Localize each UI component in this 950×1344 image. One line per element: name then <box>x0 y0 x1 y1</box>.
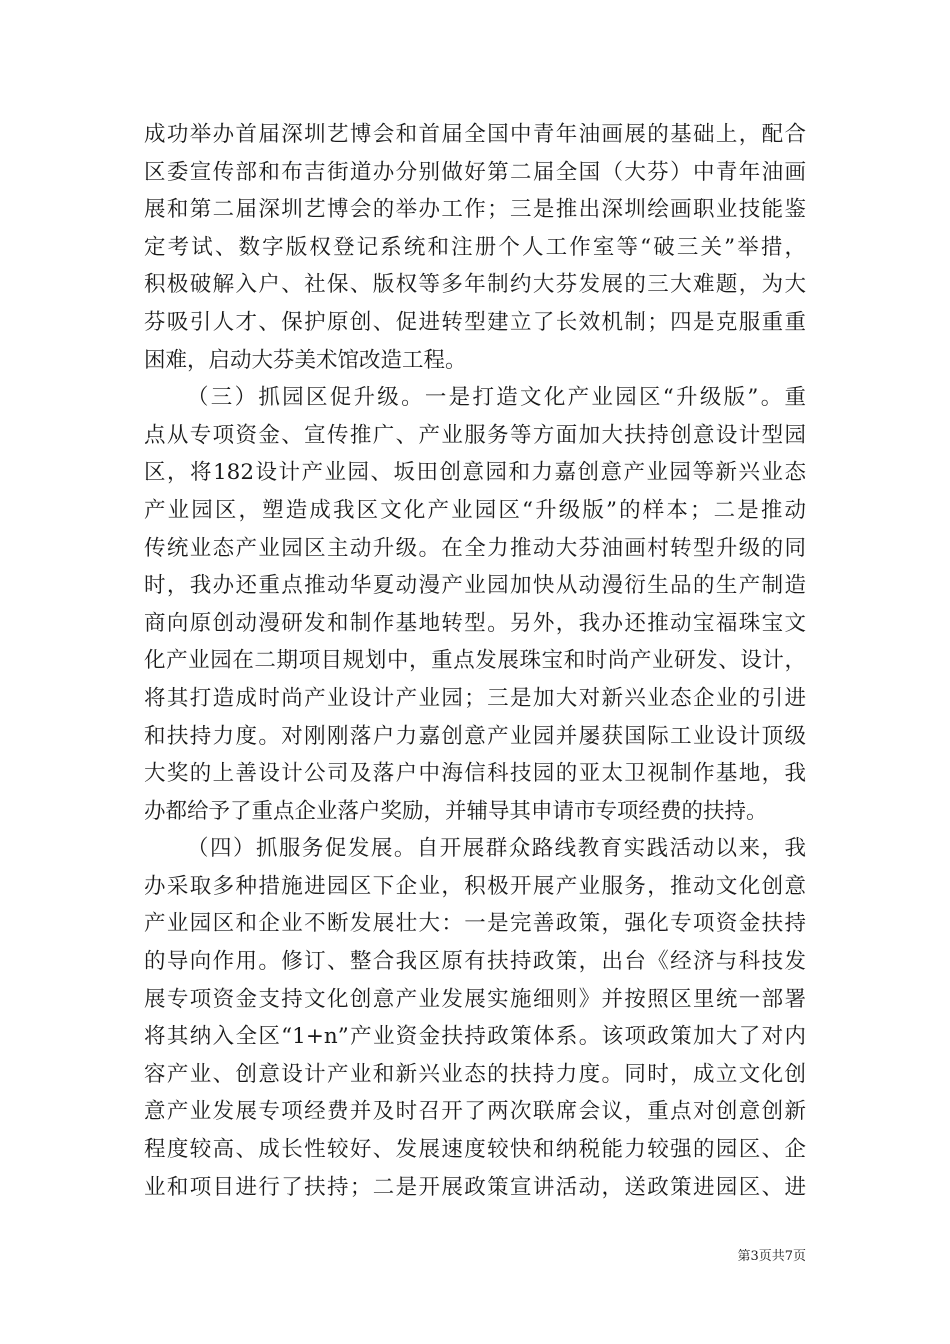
text-line: 时，我办还重点推动华夏动漫产业园加快从动漫衍生品的生产制造 <box>144 573 806 599</box>
text-line: 产业园区，塑造成我区文化产业园区“升级版”的样本；二是推动 <box>144 497 806 523</box>
section-4-heading-line: （四）抓服务促发展。自开展群众路线教育实践活动以来，我 <box>187 836 806 862</box>
text-line: 展和第二届深圳艺博会的举办工作；三是推出深圳绘画职业技能鉴 <box>144 197 806 223</box>
text-line: 办采取多种措施进园区下企业，积极开展产业服务，推动文化创意 <box>144 873 806 899</box>
text-line: 定考试、数字版权登记系统和注册个人工作室等“破三关”举措， <box>144 234 806 260</box>
section-3-heading-line: （三）抓园区促升级。一是打造文化产业园区“升级版”。重 <box>187 385 806 411</box>
text-line: 将其打造成时尚产业设计产业园；三是加大对新兴业态企业的引进 <box>144 685 806 711</box>
text-line: 点从专项资金、宣传推广、产业服务等方面加大扶持创意设计型园 <box>144 422 806 448</box>
text-line: 芬吸引人才、保护原创、促进转型建立了长效机制；四是克服重重 <box>144 309 806 335</box>
paragraph-continued <box>144 116 806 379</box>
text-line: 展专项资金支持文化创意产业发展实施细则》并按照区里统一部署 <box>144 986 806 1012</box>
text-line: 产业园区和企业不断发展壮大：一是完善政策，强化专项资金扶持 <box>144 911 806 937</box>
text-line: 商向原创动漫研发和制作基地转型。另外，我办还推动宝福珠宝文 <box>144 610 806 636</box>
text-line: 将其纳入全区“1+n”产业资金扶持政策体系。该项政策加大了对内 <box>144 1024 806 1050</box>
text-line: 积极破解入户、社保、版权等多年制约大芬发展的三大难题，为大 <box>144 272 806 298</box>
paragraph-section-3 <box>144 379 806 830</box>
text-line: 办都给予了重点企业落户奖励，并辅导其申请市专项经费的扶持。 <box>144 798 768 824</box>
page-number-footer: 第3页共7页 <box>737 1249 806 1264</box>
text-line: 容产业、创意设计产业和新兴业态的扶持力度。同时，成立文化创 <box>144 1061 806 1087</box>
text-line: 区，将182设计产业园、坂田创意园和力嘉创意产业园等新兴业态 <box>144 460 806 486</box>
text-line: 传统业态产业园区主动升级。在全力推动大芬油画村转型升级的同 <box>144 535 806 561</box>
text-line: 业和项目进行了扶持；二是开展政策宣讲活动，送政策进园区、进 <box>144 1174 806 1200</box>
text-line: 的导向作用。修订、整合我区原有扶持政策，出台《经济与科技发 <box>144 949 806 975</box>
text-line: 区委宣传部和布吉街道办分别做好第二届全国（大芬）中青年油画 <box>144 159 806 185</box>
text-line: 成功举办首届深圳艺博会和首届全国中青年油画展的基础上，配合 <box>144 122 806 147</box>
document-body <box>144 116 806 1206</box>
text-line: 和扶持力度。对刚刚落户力嘉创意产业园并屡获国际工业设计顶级 <box>144 723 806 749</box>
paragraph-section-4 <box>144 830 806 1206</box>
text-line: 大奖的上善设计公司及落户中海信科技园的亚太卫视制作基地，我 <box>144 761 806 787</box>
text-line: 意产业发展专项经费并及时召开了两次联席会议，重点对创意创新 <box>144 1099 806 1125</box>
text-line: 化产业园在二期项目规划中，重点发展珠宝和时尚产业研发、设计， <box>144 648 806 674</box>
text-line: 困难，启动大芬美术馆改造工程。 <box>144 347 467 373</box>
text-line: 程度较高、成长性较好、发展速度较快和纳税能力较强的园区、企 <box>144 1137 806 1163</box>
